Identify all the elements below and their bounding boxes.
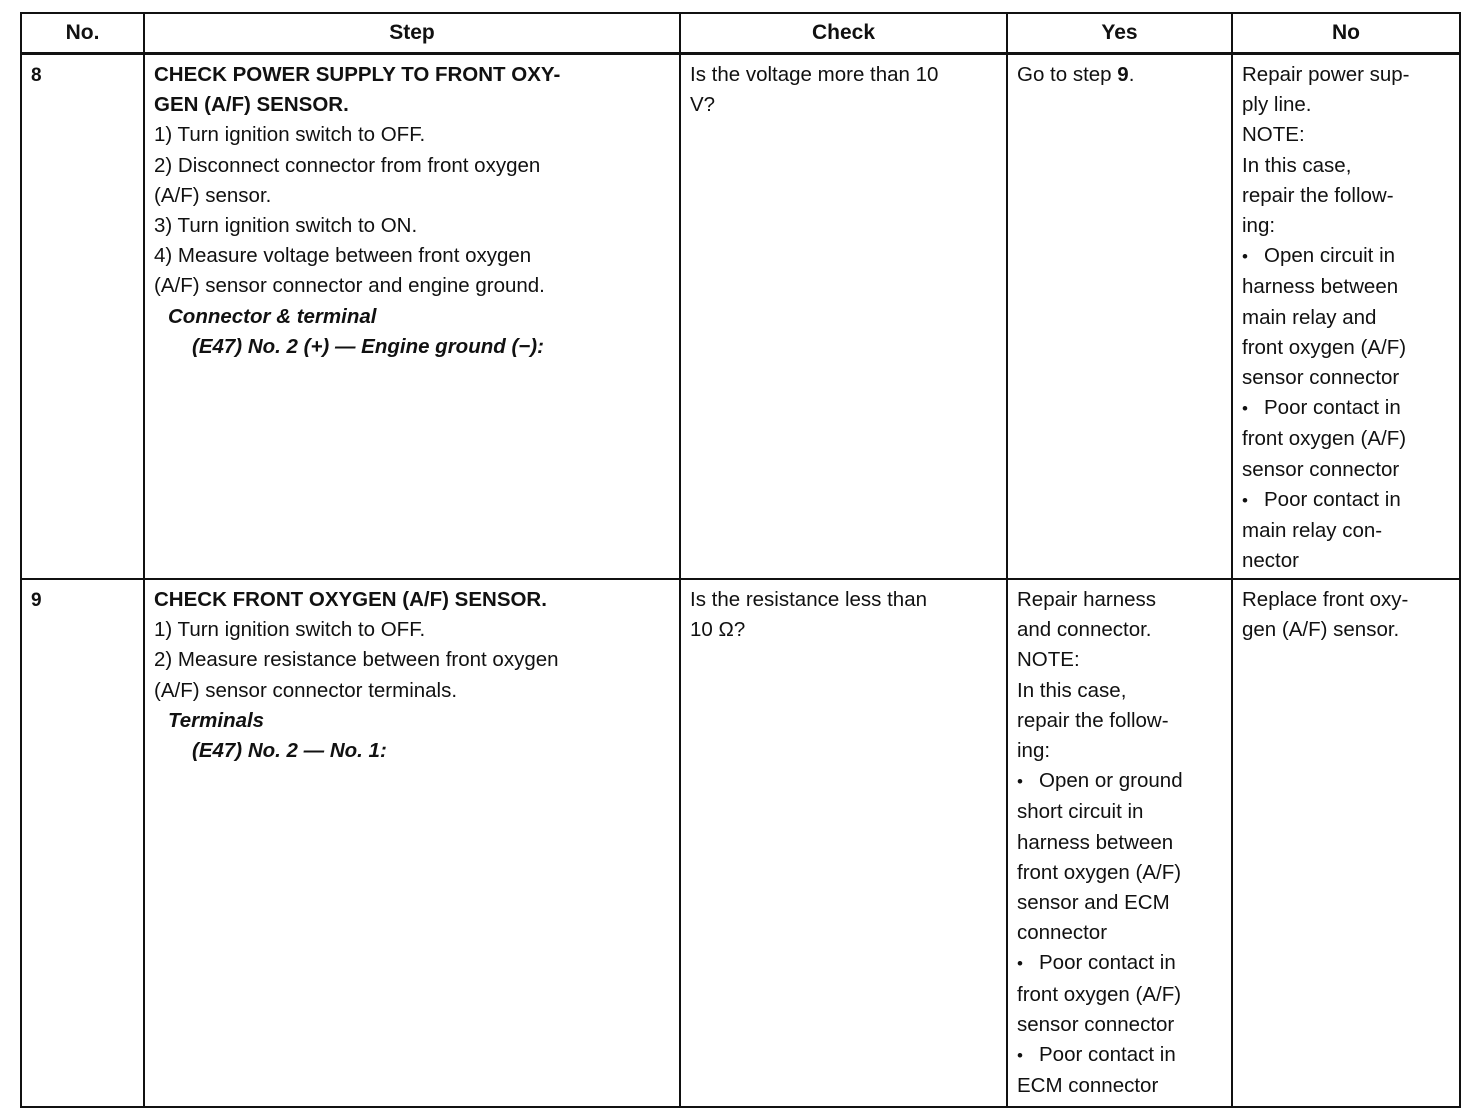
spec-value: (E47) No. 2 (+) — Engine ground (−): xyxy=(192,334,544,358)
step-instruction: (A/F) sensor connector and engine ground. xyxy=(154,274,545,298)
table-header-row xyxy=(21,13,1460,54)
note-label: NOTE: xyxy=(1242,123,1305,147)
diagnostic-table xyxy=(20,12,1461,1108)
no-line: front oxygen (A/F) xyxy=(1242,335,1407,359)
yes-line: front oxygen (A/F) xyxy=(1017,982,1182,1006)
step-instruction: (A/F) sensor connector terminals. xyxy=(154,678,458,702)
row-number-cell xyxy=(21,54,144,580)
step-instruction: 1) Turn ignition switch to OFF. xyxy=(154,123,426,147)
yes-line: harness between xyxy=(1017,830,1174,854)
check-cell xyxy=(680,54,1007,580)
yes-line: ECM connector xyxy=(1017,1074,1159,1098)
step-title-line: CHECK FRONT OXYGEN (A/F) SENSOR. xyxy=(154,588,547,611)
yes-cell xyxy=(1007,54,1232,580)
yes-suffix: . xyxy=(1128,63,1135,86)
step-instruction: 2) Disconnect connector from front oxygen xyxy=(154,153,541,177)
bullet-item: • Poor contact in xyxy=(1242,393,1450,424)
no-line: Repair power sup- xyxy=(1242,63,1410,86)
row-number-cell xyxy=(21,579,144,1107)
no-line: nector xyxy=(1242,549,1299,573)
header-yes: Yes xyxy=(1007,13,1232,54)
yes-line: front oxygen (A/F) xyxy=(1017,860,1182,884)
row-number: 8 xyxy=(31,65,42,86)
yes-line: connector xyxy=(1017,921,1108,945)
check-line: V? xyxy=(690,93,716,117)
yes-action xyxy=(1017,60,1222,90)
no-line: main relay and xyxy=(1242,305,1377,329)
header-no-result: No xyxy=(1232,13,1460,54)
bullet-item: • Poor contact in xyxy=(1017,1040,1222,1071)
no-line: Replace front oxy- xyxy=(1242,588,1409,611)
spec-value: (E47) No. 2 — No. 1: xyxy=(192,739,387,763)
yes-line: sensor and ECM xyxy=(1017,891,1170,915)
no-line: sensor connector xyxy=(1242,366,1400,390)
no-line: ply line. xyxy=(1242,93,1312,117)
no-line: harness between xyxy=(1242,275,1399,299)
yes-cell xyxy=(1007,579,1232,1107)
yes-line: short circuit in xyxy=(1017,800,1144,824)
table-row xyxy=(21,579,1460,1107)
yes-line: repair the follow- xyxy=(1017,708,1169,732)
header-check: Check xyxy=(680,13,1007,54)
bullet-item: • Poor contact in xyxy=(1242,485,1450,516)
step-cell xyxy=(144,579,680,1107)
check-cell xyxy=(680,579,1007,1107)
step-title-line: CHECK POWER SUPPLY TO FRONT OXY- xyxy=(154,63,561,86)
no-line: In this case, xyxy=(1242,153,1352,177)
no-line: ing: xyxy=(1242,214,1276,238)
step-title-line: GEN (A/F) SENSOR. xyxy=(154,93,349,117)
yes-line: and connector. xyxy=(1017,618,1152,642)
step-cell xyxy=(144,54,680,580)
step-instruction: 3) Turn ignition switch to ON. xyxy=(154,214,418,238)
no-line: repair the follow- xyxy=(1242,183,1394,207)
table-row xyxy=(21,54,1460,580)
no-line: sensor connector xyxy=(1242,457,1400,481)
step-instruction: (A/F) sensor. xyxy=(154,183,272,207)
no-line: main relay con- xyxy=(1242,519,1383,543)
bullet-item: • Open or ground xyxy=(1017,766,1222,797)
note-label: NOTE: xyxy=(1017,648,1080,672)
header-no: No. xyxy=(21,13,144,54)
yes-line: ing: xyxy=(1017,739,1051,763)
yes-line: Repair harness xyxy=(1017,588,1157,611)
no-cell xyxy=(1232,54,1460,580)
spec-label: Connector & terminal xyxy=(168,304,377,328)
no-line: gen (A/F) sensor. xyxy=(1242,618,1400,642)
spec-label: Terminals xyxy=(168,708,265,732)
step-instruction: 2) Measure resistance between front oxygen xyxy=(154,648,559,672)
bullet-item: • Open circuit in xyxy=(1242,241,1450,272)
step-instruction: 4) Measure voltage between front oxygen xyxy=(154,244,532,268)
yes-prefix: Go to step xyxy=(1017,63,1118,86)
step-instruction: 1) Turn ignition switch to OFF. xyxy=(154,618,426,642)
no-cell xyxy=(1232,579,1460,1107)
no-line: front oxygen (A/F) xyxy=(1242,427,1407,451)
yes-line: In this case, xyxy=(1017,678,1127,702)
header-step: Step xyxy=(144,13,680,54)
check-line: 10 Ω? xyxy=(690,618,746,642)
row-number: 9 xyxy=(31,590,42,611)
yes-line: sensor connector xyxy=(1017,1012,1175,1036)
check-line: Is the voltage more than 10 xyxy=(690,63,939,86)
bullet-item: • Poor contact in xyxy=(1017,948,1222,979)
yes-step-target: 9 xyxy=(1117,63,1129,86)
check-line: Is the resistance less than xyxy=(690,588,928,611)
